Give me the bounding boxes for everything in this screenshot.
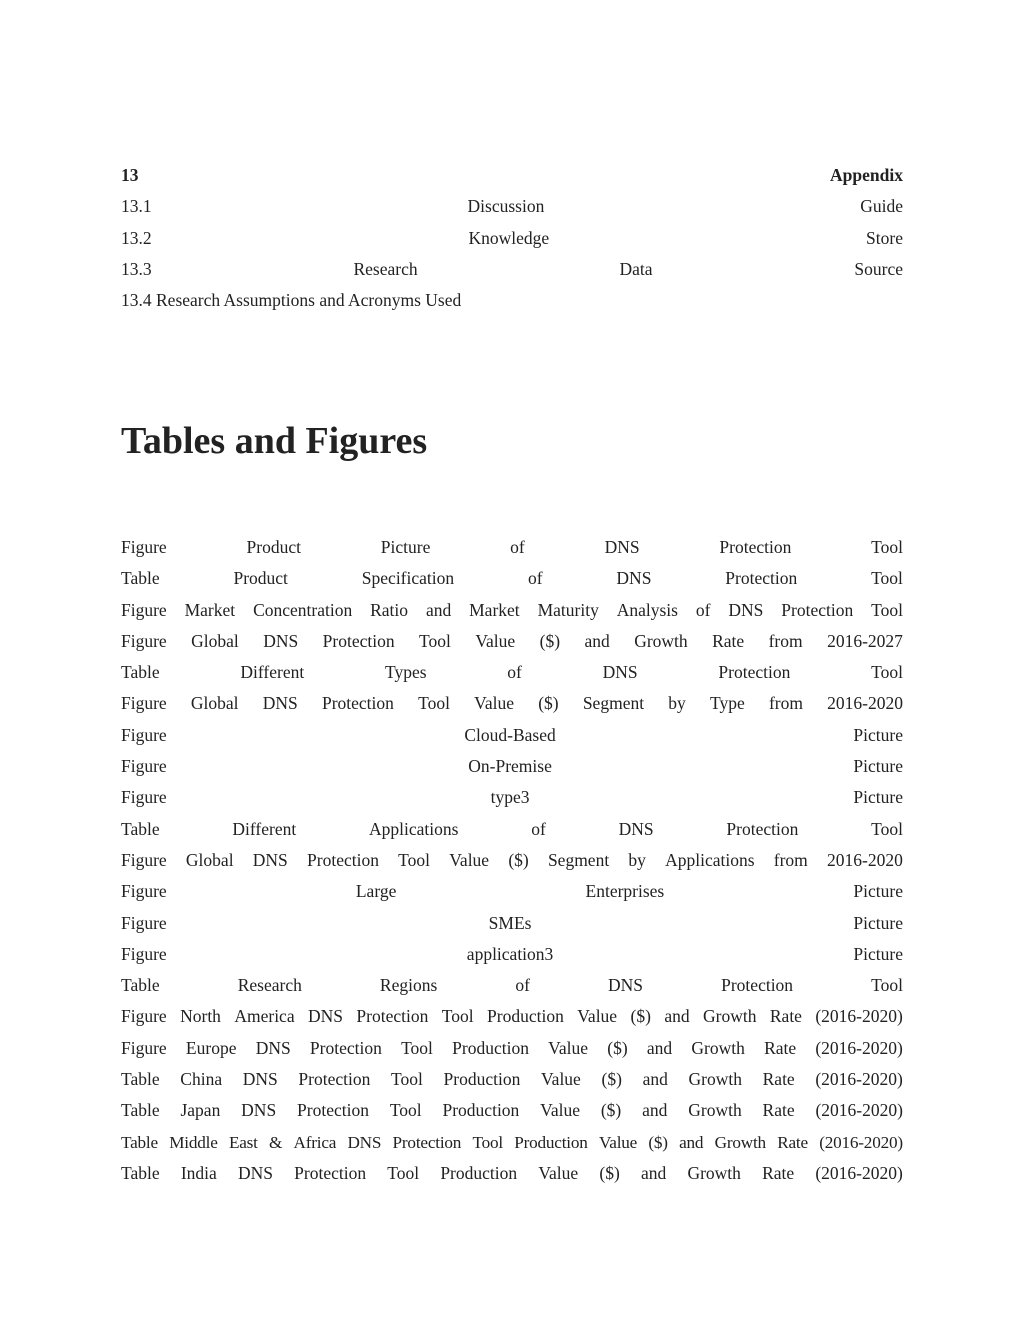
list-item-word: Protection (719, 537, 792, 557)
list-item-word: and (640, 1162, 667, 1183)
list-item-word: Tool (871, 818, 903, 839)
list-item-word: Segment (582, 693, 645, 714)
list-item-word: Figure (121, 912, 167, 933)
list-item-word: Tool (418, 693, 450, 714)
list-item-word: 2016-2027 (827, 630, 903, 651)
list-item-word: SMEs (488, 912, 532, 933)
list-item-word: Type (709, 693, 745, 714)
list-item-word: Growth (687, 1162, 741, 1183)
list-item-word: Tool (401, 1037, 433, 1058)
list-item-word: Analysis (616, 599, 678, 620)
list-item-word: Protection (726, 818, 799, 839)
list-item (121, 720, 903, 751)
appendix-item-word: Guide (860, 196, 903, 217)
list-item-word: Protection (307, 849, 379, 870)
list-item-word: China (180, 1069, 223, 1090)
list-item-word: of (515, 975, 530, 996)
list-item-word: Figure (121, 693, 167, 714)
list-item-word: from (773, 849, 808, 870)
list-item-word: Picture (853, 724, 903, 745)
list-item-word: Japan (180, 1100, 221, 1121)
list-item-word: Rate (762, 1162, 795, 1183)
list-item-word: Protection (356, 1006, 429, 1027)
list-item-word: Table (121, 818, 160, 839)
list-item-word: Figure (121, 630, 167, 651)
list-item-word: Protection (309, 1037, 382, 1058)
list-item-word: Growth (688, 1069, 742, 1090)
appendix-item-word: Source (854, 258, 903, 279)
list-item-word: Value (540, 1100, 581, 1121)
list-item-word: Protection (298, 1069, 371, 1090)
list-item-word: Enterprises (585, 881, 665, 902)
list-item-word: Applications (369, 818, 459, 839)
list-item-word: ($) (630, 1006, 651, 1027)
tables-and-figures-list (121, 532, 903, 1189)
list-item-word: and (584, 630, 610, 651)
list-item-word: Production (514, 1132, 588, 1152)
appendix-item-word: Data (619, 258, 653, 279)
list-item-word: Rate (777, 1132, 808, 1152)
list-item-word: ($) (648, 1132, 668, 1152)
list-item-word: DNS (308, 1006, 344, 1027)
list-item-word: Growth (703, 1006, 757, 1027)
list-item-word: Figure (121, 1037, 167, 1058)
list-item-word: Rate (762, 1069, 795, 1090)
list-item (121, 1127, 903, 1158)
list-item-word: ($) (600, 1100, 622, 1121)
list-item-word: DNS (604, 537, 640, 557)
list-item-word: Production (487, 1006, 564, 1027)
list-item-word: DNS (252, 849, 288, 870)
list-item-word: Tool (871, 537, 903, 557)
list-item-word: type3 (490, 787, 530, 808)
list-item-word: (2016-2020) (819, 1132, 903, 1152)
list-item (121, 876, 903, 907)
list-item-word: Protection (294, 1162, 367, 1183)
list-item-word: Cloud-Based (464, 724, 556, 745)
list-item-word: Rate (712, 630, 745, 651)
list-item-word: DNS (616, 568, 652, 589)
list-item-word: Global (185, 849, 234, 870)
list-item (121, 1158, 903, 1189)
list-item-word: Europe (185, 1037, 237, 1058)
list-item-word: Tool (389, 1100, 422, 1121)
list-item-word: Figure (121, 1006, 167, 1027)
list-item-word: (2016-2020) (815, 1100, 903, 1121)
list-item-word: Table (121, 1162, 160, 1183)
appendix-item (121, 254, 903, 285)
list-item (121, 814, 903, 845)
list-item (121, 657, 903, 688)
list-item-word: DNS (618, 818, 654, 839)
appendix-toc (121, 160, 903, 316)
list-item-word: of (527, 568, 543, 589)
list-item-word: Picture (853, 912, 903, 933)
list-item-word: of (510, 537, 525, 557)
list-item (121, 626, 903, 657)
list-item-word: Table (121, 568, 160, 589)
list-item-word: Value (540, 1069, 581, 1090)
list-item-word: DNS (262, 693, 298, 714)
list-item-word: DNS (255, 1037, 291, 1058)
list-item (121, 782, 903, 813)
list-item-word: Ratio (370, 599, 409, 620)
list-item-word: Value (548, 1037, 589, 1058)
list-item-word: Tool (472, 1132, 503, 1152)
list-item-word: Concentration (253, 599, 353, 620)
list-item-word: and (646, 1037, 673, 1058)
list-item-word: Figure (121, 724, 167, 745)
list-item-word: Types (384, 662, 427, 683)
list-item (121, 1064, 903, 1095)
list-item-word: Research (237, 975, 302, 996)
list-item-word: Rate (764, 1037, 797, 1058)
list-item-word: DNS (241, 1100, 277, 1121)
list-item-word: ($) (599, 1162, 620, 1183)
list-item-word: Applications (665, 849, 755, 870)
list-item-word: Maturity (537, 599, 599, 620)
list-item-word: Protection (322, 630, 395, 651)
appendix-item-word: 13.1 (121, 196, 152, 217)
list-item-word: Protection (781, 599, 854, 620)
appendix-item (121, 223, 903, 254)
list-item-word: Growth (634, 630, 688, 651)
list-item-word: Segment (547, 849, 610, 870)
appendix-item-word: Research (353, 258, 418, 279)
list-item-word: DNS (263, 630, 299, 651)
list-item-word: Production (440, 1162, 518, 1183)
list-item (121, 908, 903, 939)
list-item (121, 595, 903, 626)
list-item-word: & (269, 1132, 283, 1152)
list-item-word: DNS (608, 975, 644, 996)
list-item-word: Figure (121, 943, 167, 964)
section-title: Tables and Figures (121, 420, 428, 462)
list-item-word: Production (452, 1037, 529, 1058)
list-item (121, 1001, 903, 1032)
list-item-word: 2016-2020 (827, 693, 903, 714)
list-item-word: Picture (380, 537, 431, 557)
list-item-word: Figure (121, 881, 167, 902)
list-item-word: Table (121, 1069, 160, 1090)
list-item-word: Production (443, 1069, 521, 1090)
list-item-word: of (531, 818, 546, 839)
list-item-word: Protection (721, 975, 794, 996)
list-item-word: Tool (871, 568, 903, 589)
list-item-word: Regions (379, 975, 438, 996)
list-item-word: (2016-2020) (815, 1006, 903, 1027)
list-item-word: Growth (714, 1132, 766, 1152)
list-item-word: and (664, 1006, 690, 1027)
list-item-word: Protection (725, 568, 798, 589)
list-item (121, 751, 903, 782)
list-item-word: Rate (762, 1100, 795, 1121)
list-item-word: and (642, 1069, 668, 1090)
list-item (121, 939, 903, 970)
list-item-word: ($) (601, 1069, 622, 1090)
list-item-word: North (180, 1006, 221, 1027)
appendix-number: 13 (121, 165, 139, 185)
list-item-word: India (180, 1162, 217, 1183)
list-item-word: East (228, 1132, 258, 1152)
list-item-word: ($) (539, 630, 561, 651)
list-item-word: Global (191, 630, 239, 651)
list-item-word: Africa (293, 1132, 337, 1152)
list-item-word: and (425, 599, 452, 620)
appendix-item-word: Store (866, 227, 903, 248)
list-item-word: application3 (466, 943, 554, 964)
list-item-word: Production (442, 1100, 520, 1121)
list-item-word: by (668, 693, 686, 714)
list-item-word: ($) (538, 693, 559, 714)
list-item-word: DNS (237, 1162, 273, 1183)
list-item-word: of (695, 599, 711, 620)
appendix-item-word: Knowledge (468, 227, 550, 248)
list-item-word: Value (577, 1006, 618, 1027)
list-item (121, 532, 903, 563)
list-item-word: Table (121, 1132, 158, 1152)
appendix-item-word: 13.2 (121, 227, 152, 248)
list-item-word: (2016-2020) (815, 1037, 903, 1058)
list-item-word: Value (538, 1162, 579, 1183)
list-item-word: ($) (607, 1037, 628, 1058)
appendix-heading-line (121, 160, 903, 191)
appendix-item-word: Discussion (467, 196, 545, 217)
list-item-word: Picture (853, 787, 903, 808)
list-item-word: Tool (387, 1162, 420, 1183)
list-item-word: and (679, 1132, 704, 1152)
list-item-word: Protection (321, 693, 394, 714)
list-item-word: Table (121, 662, 160, 683)
appendix-item (121, 191, 903, 222)
list-item (121, 845, 903, 876)
list-item-word: Tool (441, 1006, 474, 1027)
list-item-word: Tool (391, 1069, 423, 1090)
list-item-word: Value (475, 630, 516, 651)
list-item (121, 970, 903, 1001)
list-item-word: Value (474, 693, 515, 714)
list-item (121, 1033, 903, 1064)
list-item-word: Protection (718, 662, 791, 683)
list-item-word: Table (121, 975, 160, 996)
list-item-word: (2016-2020) (815, 1069, 903, 1090)
list-item-word: and (642, 1100, 668, 1121)
list-item-word: Tool (871, 975, 903, 996)
list-item-word: Value (598, 1132, 638, 1152)
list-item-word: Tool (419, 630, 451, 651)
list-item-word: Middle (169, 1132, 218, 1152)
list-item-word: DNS (347, 1132, 382, 1152)
list-item-word: Protection (392, 1132, 462, 1152)
list-item-word: by (628, 849, 646, 870)
list-item-word: Product (246, 537, 301, 557)
list-item-word: Growth (688, 1100, 742, 1121)
list-item-word: Tool (871, 662, 903, 683)
appendix-item-text: 13.4 Research Assumptions and Acronyms Used (121, 290, 462, 311)
list-item-word: Market (469, 599, 520, 620)
list-item-word: Figure (121, 756, 167, 777)
list-item-word: On-Premise (468, 756, 552, 777)
list-item-word: Rate (769, 1006, 802, 1027)
appendix-item (121, 285, 903, 316)
list-item-word: Picture (853, 881, 903, 902)
list-item-word: Figure (121, 537, 167, 557)
list-item-word: Protection (297, 1100, 369, 1121)
appendix-title: Appendix (830, 165, 903, 185)
appendix-item-word: 13.3 (121, 258, 152, 279)
list-item-word: Table (121, 1100, 160, 1121)
list-item-word: DNS (242, 1069, 278, 1090)
list-item (121, 1095, 903, 1126)
list-item-word: Picture (853, 943, 903, 964)
list-item (121, 563, 903, 594)
list-item-word: 2016-2020 (827, 849, 903, 870)
list-item-word: Tool (398, 849, 431, 870)
list-item-word: Figure (121, 787, 167, 808)
list-item-word: Global (190, 693, 239, 714)
list-item-word: Growth (691, 1037, 745, 1058)
list-item-word: Tool (871, 599, 903, 620)
list-item-word: (2016-2020) (815, 1162, 903, 1183)
list-item-word: Picture (853, 756, 903, 777)
list-item-word: Different (240, 662, 305, 683)
list-item-word: of (507, 662, 522, 683)
list-item-word: Value (449, 849, 490, 870)
list-item (121, 688, 903, 719)
list-item-word: Different (232, 818, 297, 839)
list-item-word: America (234, 1006, 295, 1027)
list-item-word: DNS (728, 599, 764, 620)
list-item-word: Figure (121, 849, 167, 870)
list-item-word: DNS (602, 662, 638, 683)
list-item-word: Product (233, 568, 288, 589)
list-item-word: Large (355, 881, 397, 902)
list-item-word: Specification (361, 568, 455, 589)
list-item-word: Market (184, 599, 236, 620)
list-item-word: from (768, 693, 803, 714)
list-item-word: from (768, 630, 803, 651)
list-item-word: Figure (121, 599, 167, 620)
list-item-word: ($) (508, 849, 529, 870)
